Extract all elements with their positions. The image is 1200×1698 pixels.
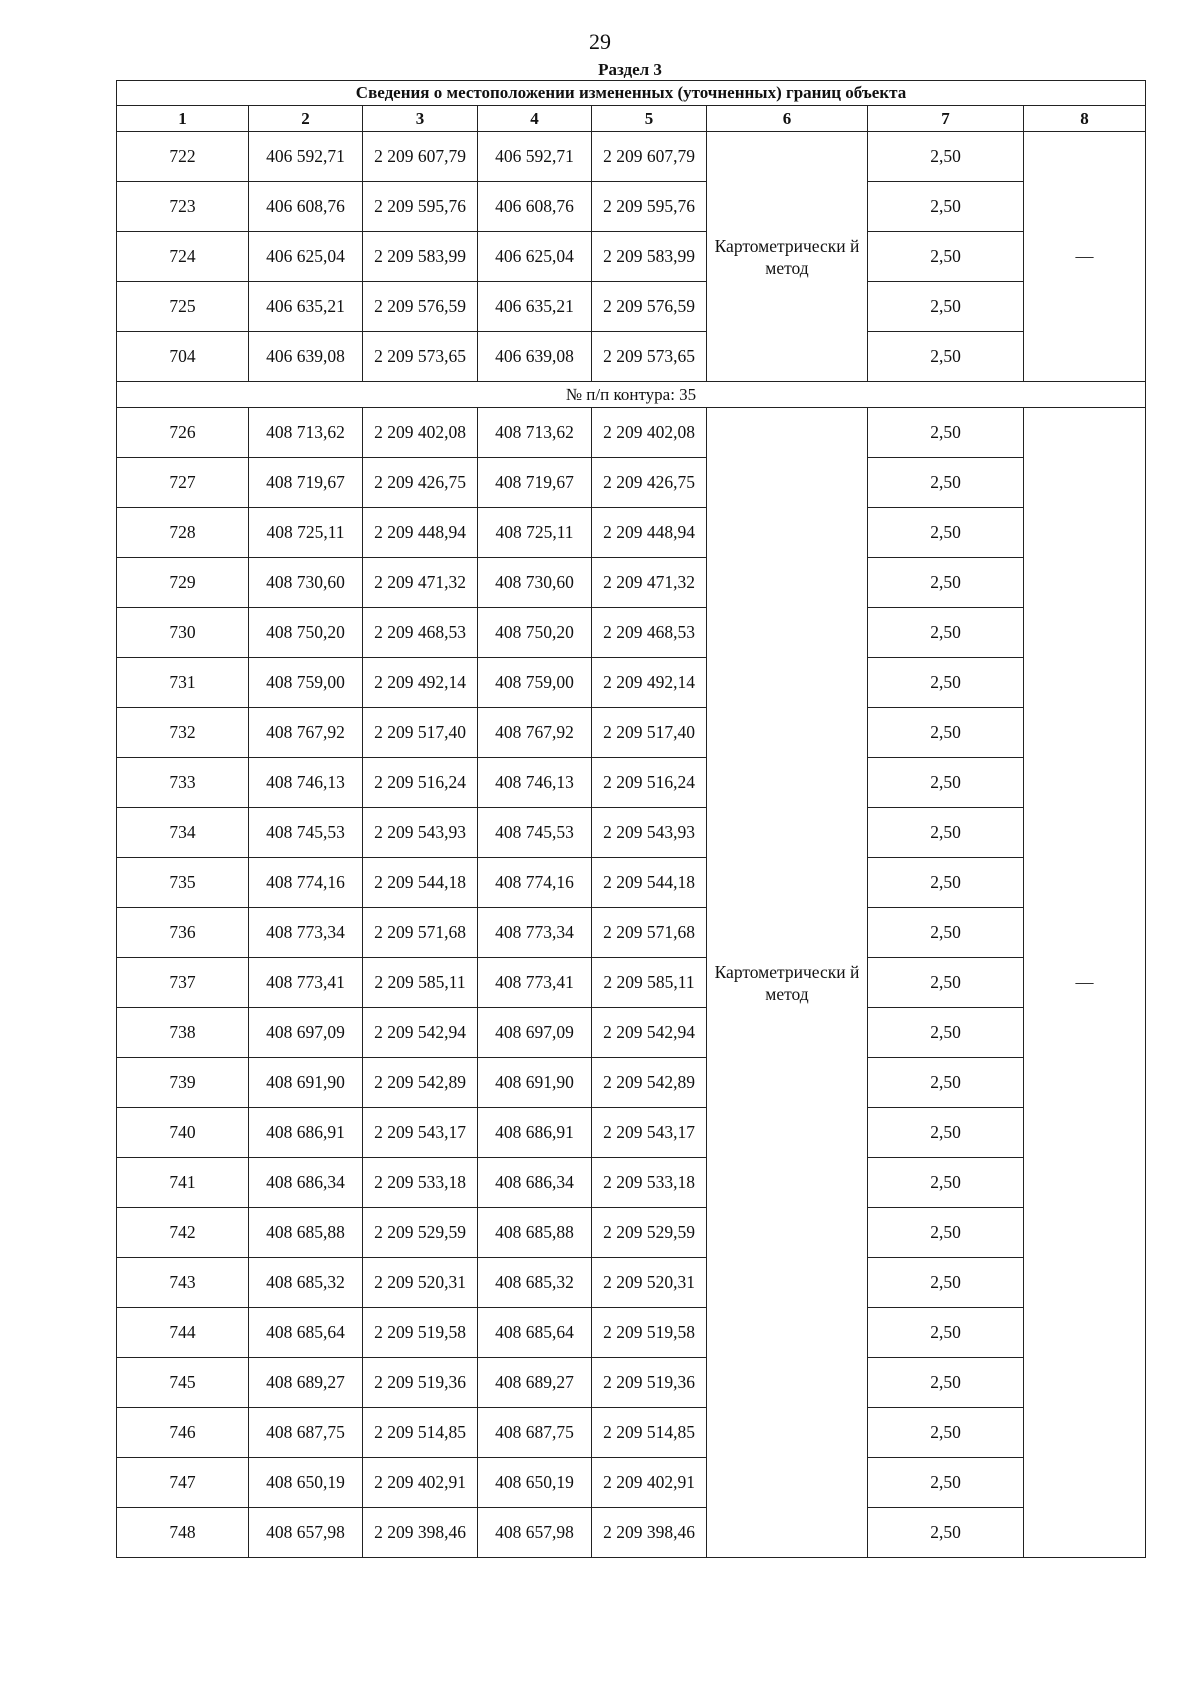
column-number: 8 [1024, 106, 1146, 132]
table-row [117, 332, 1146, 382]
coordinate-cell: 408 657,98 [249, 1508, 363, 1558]
coordinate-cell: 408 686,34 [478, 1158, 592, 1208]
accuracy-cell: 2,50 [868, 458, 1024, 508]
point-number-cell: 746 [117, 1408, 249, 1458]
section-title: Раздел 3 [598, 60, 662, 79]
point-number-cell: 743 [117, 1258, 249, 1308]
contour-row [117, 382, 1146, 408]
accuracy-cell: 2,50 [868, 758, 1024, 808]
coordinate-cell: 408 746,13 [478, 758, 592, 808]
coordinate-cell: 406 635,21 [249, 282, 363, 332]
coordinate-cell: 408 773,34 [249, 908, 363, 958]
table-row [117, 1458, 1146, 1508]
point-number-cell: 722 [117, 132, 249, 182]
coordinate-cell: 408 687,75 [478, 1408, 592, 1458]
point-number-cell: 744 [117, 1308, 249, 1358]
table-row [117, 558, 1146, 608]
table-row [117, 758, 1146, 808]
point-number-cell: 740 [117, 1108, 249, 1158]
coordinate-cell: 2 209 529,59 [363, 1208, 478, 1258]
table-row [117, 658, 1146, 708]
coordinate-cell: 2 209 519,58 [363, 1308, 478, 1358]
point-number-cell: 733 [117, 758, 249, 808]
coordinate-cell: 406 639,08 [249, 332, 363, 382]
table-row [117, 608, 1146, 658]
coordinate-cell: 2 209 402,91 [592, 1458, 707, 1508]
table-row [117, 132, 1146, 182]
point-number-cell: 730 [117, 608, 249, 658]
accuracy-cell: 2,50 [868, 558, 1024, 608]
column-number: 3 [363, 106, 478, 132]
page-number: 29 [589, 29, 611, 54]
coordinate-cell: 406 635,21 [478, 282, 592, 332]
point-number-cell: 747 [117, 1458, 249, 1508]
coordinate-cell: 2 209 585,11 [363, 958, 478, 1008]
coordinate-cell: 2 209 517,40 [363, 708, 478, 758]
coordinate-cell: 408 685,64 [478, 1308, 592, 1358]
coordinate-cell: 408 697,09 [478, 1008, 592, 1058]
coordinate-cell: 408 725,11 [249, 508, 363, 558]
coordinate-cell: 2 209 398,46 [363, 1508, 478, 1558]
accuracy-cell: 2,50 [868, 232, 1024, 282]
coordinate-cell: 2 209 519,36 [592, 1358, 707, 1408]
coordinate-cell: 408 689,27 [478, 1358, 592, 1408]
accuracy-cell: 2,50 [868, 1158, 1024, 1208]
table-row [117, 1158, 1146, 1208]
column-number: 1 [117, 106, 249, 132]
coordinate-cell: 406 592,71 [478, 132, 592, 182]
point-number-cell: 745 [117, 1358, 249, 1408]
dash-cell: — [1024, 408, 1146, 1558]
coordinate-cell: 2 209 402,08 [592, 408, 707, 458]
point-number-cell: 738 [117, 1008, 249, 1058]
column-number: 6 [707, 106, 868, 132]
coordinate-cell: 2 209 426,75 [592, 458, 707, 508]
coordinate-cell: 2 209 595,76 [592, 182, 707, 232]
coordinates-table [116, 80, 1146, 1558]
dash-cell: — [1024, 132, 1146, 382]
point-number-cell: 724 [117, 232, 249, 282]
coordinate-cell: 408 725,11 [478, 508, 592, 558]
table-row [117, 408, 1146, 458]
point-number-cell: 742 [117, 1208, 249, 1258]
table-row [117, 958, 1146, 1008]
coordinate-cell: 408 650,19 [478, 1458, 592, 1508]
coordinate-cell: 2 209 543,17 [363, 1108, 478, 1158]
accuracy-cell: 2,50 [868, 282, 1024, 332]
coordinate-cell: 408 687,75 [249, 1408, 363, 1458]
table-row [117, 458, 1146, 508]
coordinate-cell: 2 209 543,17 [592, 1108, 707, 1158]
table-row [117, 1008, 1146, 1058]
point-number-cell: 731 [117, 658, 249, 708]
coordinate-cell: 2 209 519,36 [363, 1358, 478, 1408]
coordinate-cell: 2 209 544,18 [363, 858, 478, 908]
coordinate-cell: 406 592,71 [249, 132, 363, 182]
table-row [117, 1308, 1146, 1358]
method-cell: Картометрически й метод [707, 132, 868, 382]
table-row [117, 282, 1146, 332]
accuracy-cell: 2,50 [868, 508, 1024, 558]
coordinate-cell: 2 209 542,89 [592, 1058, 707, 1108]
table-row [117, 1208, 1146, 1258]
table-row [117, 1108, 1146, 1158]
column-number: 2 [249, 106, 363, 132]
accuracy-cell: 2,50 [868, 1508, 1024, 1558]
coordinate-cell: 408 745,53 [249, 808, 363, 858]
coordinate-cell: 408 745,53 [478, 808, 592, 858]
coordinate-cell: 2 209 514,85 [363, 1408, 478, 1458]
coordinate-cell: 408 719,67 [478, 458, 592, 508]
coordinate-cell: 2 209 402,91 [363, 1458, 478, 1508]
coordinate-cell: 2 209 595,76 [363, 182, 478, 232]
coordinate-cell: 2 209 468,53 [363, 608, 478, 658]
accuracy-cell: 2,50 [868, 1058, 1024, 1108]
accuracy-cell: 2,50 [868, 958, 1024, 1008]
accuracy-cell: 2,50 [868, 658, 1024, 708]
coordinate-cell: 408 691,90 [478, 1058, 592, 1108]
coordinate-cell: 408 686,91 [249, 1108, 363, 1158]
coordinate-cell: 2 209 520,31 [592, 1258, 707, 1308]
accuracy-cell: 2,50 [868, 1408, 1024, 1458]
accuracy-cell: 2,50 [868, 1208, 1024, 1258]
coordinate-cell: 2 209 448,94 [592, 508, 707, 558]
point-number-cell: 735 [117, 858, 249, 908]
coordinate-cell: 406 608,76 [478, 182, 592, 232]
coordinate-cell: 2 209 542,94 [592, 1008, 707, 1058]
coordinate-cell: 406 625,04 [249, 232, 363, 282]
coordinate-cell: 2 209 516,24 [592, 758, 707, 808]
coordinate-cell: 408 686,34 [249, 1158, 363, 1208]
coordinate-cell: 2 209 533,18 [592, 1158, 707, 1208]
point-number-cell: 725 [117, 282, 249, 332]
coordinate-cell: 408 773,41 [249, 958, 363, 1008]
table-row [117, 908, 1146, 958]
coordinate-cell: 408 759,00 [249, 658, 363, 708]
coordinate-cell: 2 209 583,99 [363, 232, 478, 282]
coordinate-cell: 2 209 544,18 [592, 858, 707, 908]
coordinate-cell: 2 209 398,46 [592, 1508, 707, 1558]
coordinate-cell: 408 686,91 [478, 1108, 592, 1158]
coordinate-cell: 2 209 573,65 [363, 332, 478, 382]
table-body [117, 132, 1146, 1558]
contour-label: № п/п контура: 35 [117, 382, 1146, 408]
column-number: 7 [868, 106, 1024, 132]
coordinate-cell: 408 773,41 [478, 958, 592, 1008]
coordinate-cell: 408 774,16 [478, 858, 592, 908]
coordinate-cell: 2 209 583,99 [592, 232, 707, 282]
coordinate-cell: 2 209 607,79 [592, 132, 707, 182]
table-row [117, 708, 1146, 758]
table-row [117, 1408, 1146, 1458]
accuracy-cell: 2,50 [868, 408, 1024, 458]
coordinate-cell: 2 209 607,79 [363, 132, 478, 182]
coordinate-cell: 406 639,08 [478, 332, 592, 382]
coordinate-cell: 2 209 492,14 [592, 658, 707, 708]
coordinate-cell: 408 685,32 [249, 1258, 363, 1308]
table-row [117, 232, 1146, 282]
coordinate-cell: 408 713,62 [478, 408, 592, 458]
accuracy-cell: 2,50 [868, 708, 1024, 758]
coordinate-cell: 408 657,98 [478, 1508, 592, 1558]
coordinate-cell: 2 209 576,59 [592, 282, 707, 332]
coordinate-cell: 408 767,92 [249, 708, 363, 758]
accuracy-cell: 2,50 [868, 182, 1024, 232]
coordinate-cell: 408 689,27 [249, 1358, 363, 1408]
coordinate-cell: 408 730,60 [249, 558, 363, 608]
coordinate-cell: 2 209 426,75 [363, 458, 478, 508]
point-number-cell: 728 [117, 508, 249, 558]
coordinate-cell: 406 625,04 [478, 232, 592, 282]
point-number-cell: 729 [117, 558, 249, 608]
accuracy-cell: 2,50 [868, 608, 1024, 658]
point-number-cell: 748 [117, 1508, 249, 1558]
table-row [117, 1258, 1146, 1308]
accuracy-cell: 2,50 [868, 132, 1024, 182]
coordinate-cell: 2 209 529,59 [592, 1208, 707, 1258]
table-row [117, 1058, 1146, 1108]
point-number-cell: 741 [117, 1158, 249, 1208]
point-number-cell: 737 [117, 958, 249, 1008]
coordinate-cell: 408 773,34 [478, 908, 592, 958]
point-number-cell: 736 [117, 908, 249, 958]
table-row [117, 1508, 1146, 1558]
coordinate-cell: 2 209 402,08 [363, 408, 478, 458]
coordinate-cell: 408 697,09 [249, 1008, 363, 1058]
coordinate-cell: 2 209 492,14 [363, 658, 478, 708]
point-number-cell: 734 [117, 808, 249, 858]
coordinate-cell: 408 650,19 [249, 1458, 363, 1508]
coordinate-cell: 408 746,13 [249, 758, 363, 808]
coordinate-cell: 2 209 514,85 [592, 1408, 707, 1458]
method-cell: Картометрически й метод [707, 408, 868, 1558]
coordinate-cell: 2 209 543,93 [363, 808, 478, 858]
coordinate-cell: 408 750,20 [478, 608, 592, 658]
coordinate-cell: 408 750,20 [249, 608, 363, 658]
accuracy-cell: 2,50 [868, 1108, 1024, 1158]
point-number-cell: 727 [117, 458, 249, 508]
accuracy-cell: 2,50 [868, 1458, 1024, 1508]
coordinate-cell: 2 209 520,31 [363, 1258, 478, 1308]
coordinate-cell: 2 209 571,68 [592, 908, 707, 958]
coordinate-cell: 2 209 533,18 [363, 1158, 478, 1208]
coordinate-cell: 408 730,60 [478, 558, 592, 608]
coordinate-cell: 406 608,76 [249, 182, 363, 232]
accuracy-cell: 2,50 [868, 1308, 1024, 1358]
coordinate-cell: 2 209 542,94 [363, 1008, 478, 1058]
table-row [117, 1358, 1146, 1408]
table-title: Сведения о местоположении измененных (уточненных) границ объекта [117, 81, 1146, 106]
column-number: 4 [478, 106, 592, 132]
point-number-cell: 723 [117, 182, 249, 232]
coordinate-cell: 2 209 516,24 [363, 758, 478, 808]
coordinate-cell: 2 209 573,65 [592, 332, 707, 382]
coordinate-cell: 2 209 542,89 [363, 1058, 478, 1108]
point-number-cell: 739 [117, 1058, 249, 1108]
coordinate-cell: 408 774,16 [249, 858, 363, 908]
coordinate-cell: 2 209 585,11 [592, 958, 707, 1008]
coordinate-cell: 408 719,67 [249, 458, 363, 508]
table-row [117, 508, 1146, 558]
coordinate-cell: 408 685,88 [478, 1208, 592, 1258]
coordinate-cell: 408 759,00 [478, 658, 592, 708]
column-numbers-row [117, 106, 1146, 132]
accuracy-cell: 2,50 [868, 908, 1024, 958]
point-number-cell: 704 [117, 332, 249, 382]
table-row [117, 182, 1146, 232]
accuracy-cell: 2,50 [868, 1008, 1024, 1058]
point-number-cell: 732 [117, 708, 249, 758]
column-number: 5 [592, 106, 707, 132]
coordinate-cell: 2 209 448,94 [363, 508, 478, 558]
coordinate-cell: 408 713,62 [249, 408, 363, 458]
coordinate-cell: 408 685,64 [249, 1308, 363, 1358]
coordinate-cell: 408 691,90 [249, 1058, 363, 1108]
accuracy-cell: 2,50 [868, 1258, 1024, 1308]
coordinate-cell: 2 209 571,68 [363, 908, 478, 958]
point-number-cell: 726 [117, 408, 249, 458]
accuracy-cell: 2,50 [868, 332, 1024, 382]
table-row [117, 858, 1146, 908]
coordinate-cell: 2 209 543,93 [592, 808, 707, 858]
coordinate-cell: 2 209 519,58 [592, 1308, 707, 1358]
accuracy-cell: 2,50 [868, 858, 1024, 908]
coordinate-cell: 2 209 468,53 [592, 608, 707, 658]
coordinate-cell: 408 685,88 [249, 1208, 363, 1258]
coordinate-cell: 408 767,92 [478, 708, 592, 758]
table-row [117, 808, 1146, 858]
coordinate-cell: 2 209 471,32 [592, 558, 707, 608]
coordinate-cell: 2 209 471,32 [363, 558, 478, 608]
coordinate-cell: 2 209 576,59 [363, 282, 478, 332]
accuracy-cell: 2,50 [868, 808, 1024, 858]
accuracy-cell: 2,50 [868, 1358, 1024, 1408]
coordinate-cell: 2 209 517,40 [592, 708, 707, 758]
coordinate-cell: 408 685,32 [478, 1258, 592, 1308]
